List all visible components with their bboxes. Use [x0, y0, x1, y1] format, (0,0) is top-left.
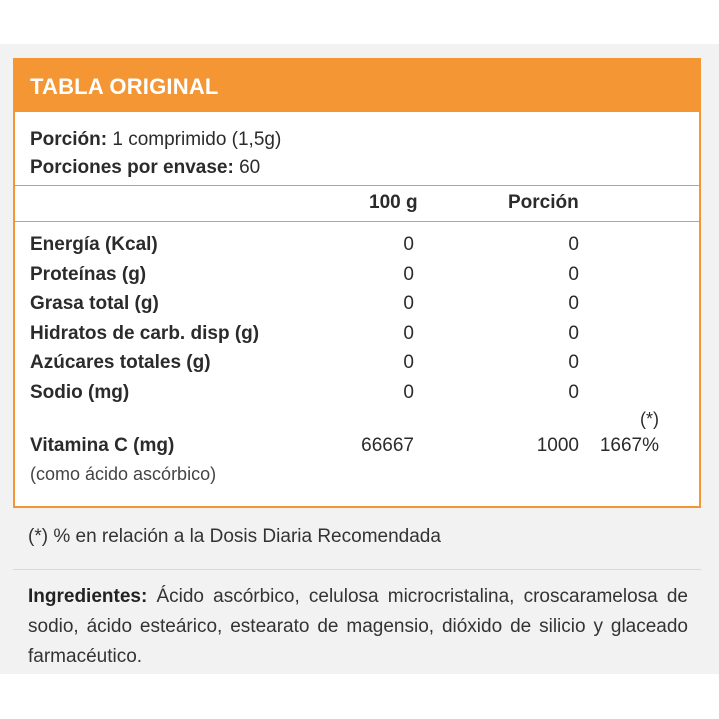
table-row: [15, 289, 699, 319]
nutrient-name: Vitamina C (mg): [30, 435, 175, 456]
divider: [13, 569, 701, 570]
table-title: TABLA ORIGINAL: [15, 60, 699, 112]
footnote-mark: (*): [640, 409, 659, 429]
value-portion: 0: [568, 293, 579, 314]
nutrient-name: Energía (Kcal): [30, 234, 158, 255]
nutrition-table: [13, 58, 701, 508]
portion-info: [15, 112, 699, 186]
value-100g: 66667: [361, 435, 414, 456]
nutrient-name: Proteínas (g): [30, 263, 147, 285]
column-headers: [15, 186, 699, 222]
ingredients-label: Ingredientes:: [28, 586, 148, 607]
servings-value: 60: [239, 157, 261, 178]
nutrient-subtitle: (como ácido ascórbico): [30, 464, 217, 484]
nutrient-name: Hidratos de carb. disp (g): [30, 322, 260, 344]
value-portion: 0: [568, 263, 579, 285]
value-portion: 0: [568, 381, 579, 403]
table-row: [15, 260, 699, 290]
value-portion: 0: [568, 234, 579, 255]
value-100g: 0: [403, 234, 414, 255]
value-percent: 1667%: [599, 435, 659, 456]
value-100g: 0: [403, 352, 414, 373]
table-row: [15, 230, 699, 260]
value-portion: 1000: [536, 435, 579, 456]
vitamin-c-row: [15, 409, 699, 487]
column-100g: 100 g: [369, 192, 418, 213]
nutrient-name: Grasa total (g): [30, 293, 159, 314]
value-100g: 0: [403, 322, 414, 344]
nutrient-name: Azúcares totales (g): [30, 352, 211, 373]
portion-line: [30, 126, 699, 154]
servings-line: [30, 154, 699, 182]
table-row: [15, 378, 699, 408]
value-100g: 0: [403, 293, 414, 314]
ingredients-text: Ácido ascórbico, celulosa microcristalina, croscaramelosa de sodio, ácido esteárico, estearato de magensio, dióxido de silicio y glaceado farmacéutico.: [28, 586, 688, 667]
column-portion: Porción: [508, 192, 579, 213]
value-100g: 0: [403, 263, 414, 285]
footnote: (*) % en relación a la Dosis Diaria Recomendada: [28, 526, 441, 547]
value-100g: 0: [403, 381, 414, 403]
portion-label: Porción:: [30, 129, 108, 150]
portion-value: 1 comprimido (1,5g): [112, 129, 282, 150]
value-portion: 0: [568, 322, 579, 344]
table-row: [15, 348, 699, 378]
ingredients: [28, 582, 688, 672]
value-portion: 0: [568, 352, 579, 373]
nutrient-rows: [15, 222, 699, 407]
table-row: [15, 319, 699, 349]
nutrient-name: Sodio (mg): [30, 381, 130, 403]
servings-label: Porciones por envase:: [30, 157, 234, 178]
label-panel: [0, 44, 719, 674]
